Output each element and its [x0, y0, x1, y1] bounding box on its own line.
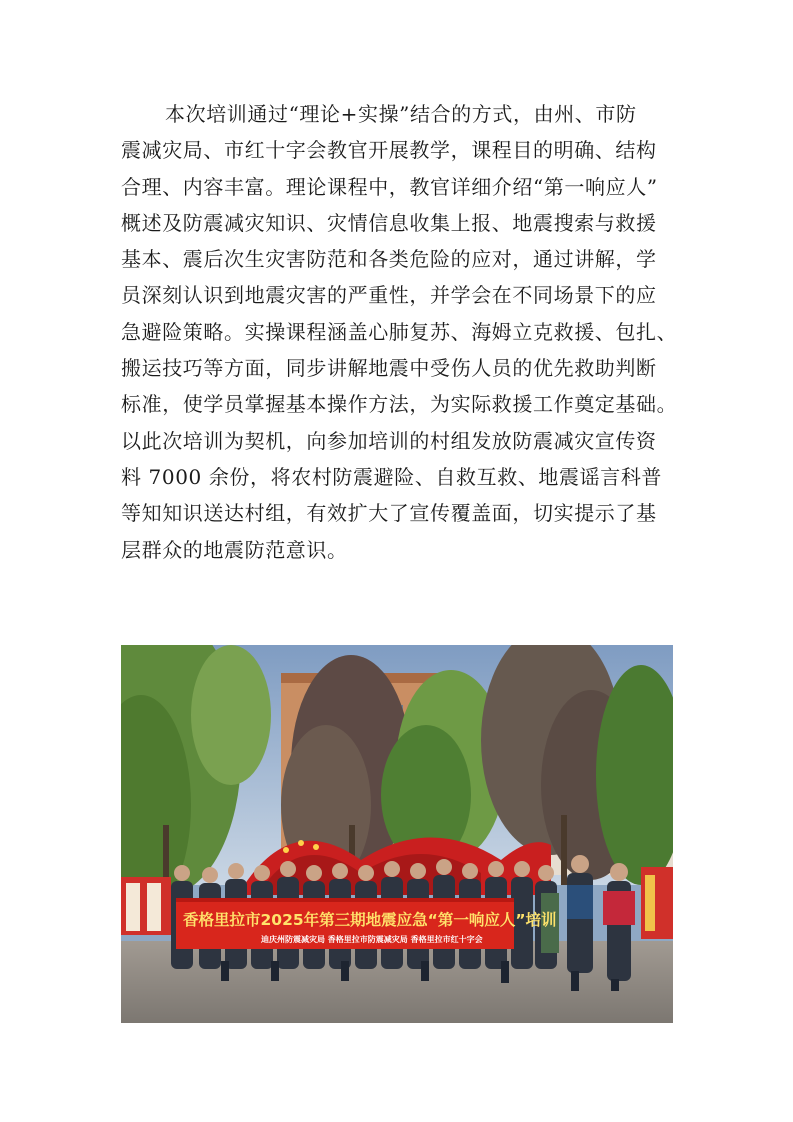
paragraph-line: 本次培训通过“理论+实操”结合的方式，由州、市防 [165, 102, 637, 126]
paragraph-line: 概述及防震减灾知识、灾情信息收集上报、地震搜索与救援 [121, 210, 657, 235]
paragraph-line: 层群众的地震防范意识。 [121, 537, 348, 562]
paragraph-line: 急避险策略。实操课程涵盖心肺复苏、海姆立克救援、包扎、 [121, 319, 678, 344]
paragraph-line: 以此次培训为契机，向参加培训的村组发放防震减灾宣传资 [121, 428, 657, 453]
paragraph-line: 员深刻认识到地震灾害的严重性，并学会在不同场景下的应 [121, 283, 657, 308]
paragraph-line: 搬运技巧等方面，同步讲解地震中受伤人员的优先救助判断 [121, 356, 657, 381]
banner-organizers: 迪庆州防震减灾局 香格里拉市防震减灾局 香格里拉市红十字会 [261, 935, 483, 944]
paragraph-line: 标准，使学员掌握基本操作方法，为实际救援工作奠定基础。 [121, 392, 678, 417]
banner-title: 香格里拉市2025年第三期地震应急“第一响应人”培训 [183, 911, 557, 929]
paragraph-line: 震减灾局、市红十字会教官开展教学，课程目的明确、结构 [121, 138, 657, 163]
paragraph-line: 基本、震后次生灾害防范和各类危险的应对，通过讲解，学 [121, 247, 657, 272]
training-banner [176, 898, 557, 949]
paragraph-line: 等知知识送达村组，有效扩大了宣传覆盖面，切实提示了基 [121, 501, 657, 526]
paragraph-line: 料 7000 余份，将农村防震避险、自救互救、地震谣言科普 [121, 464, 663, 489]
article-paragraph [121, 96, 679, 568]
paragraph-line: 合理、内容丰富。理论课程中，教官详细介绍“第一响应人” [121, 174, 658, 199]
group-photo [121, 645, 673, 1023]
